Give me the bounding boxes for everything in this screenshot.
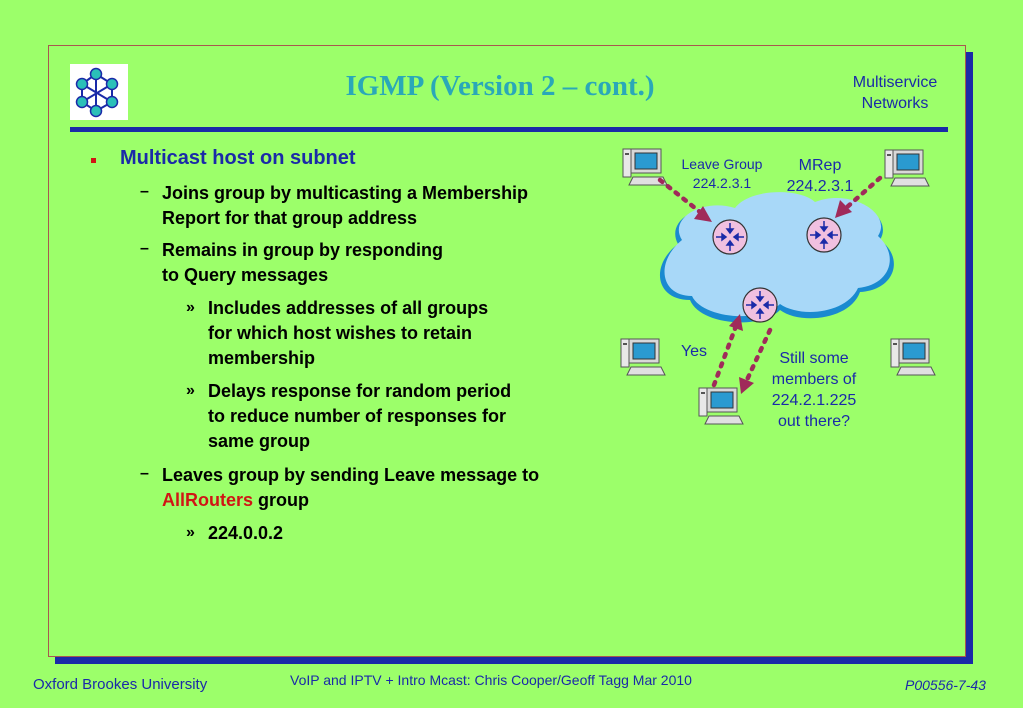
bullet-remains-line-1: Remains in group by responding xyxy=(162,240,444,260)
leave-group-label xyxy=(672,155,772,193)
bullet-leaves-line-1: Leaves group by sending Leave message to xyxy=(162,465,540,485)
raquo-marker: » xyxy=(186,524,195,541)
bullet-addr: 224.0.0.2 xyxy=(208,523,284,543)
bullet-leaves-line-2 xyxy=(162,488,309,513)
mrep-line-2: 224.2.3.1 xyxy=(786,178,854,195)
bullet-delays-line-3: same group xyxy=(208,431,311,451)
bullet-square-icon xyxy=(91,158,96,163)
dash-marker: – xyxy=(140,183,149,200)
bullet-remains-line-2: to Query messages xyxy=(162,265,329,285)
computer-icon xyxy=(891,339,935,375)
dash-marker: – xyxy=(140,465,149,482)
leaves-group-word: group xyxy=(253,490,310,510)
brand-label xyxy=(835,72,955,114)
bullet-delays-line-2: to reduce number of responses for xyxy=(208,406,507,426)
leave-group-line-1: Leave Group xyxy=(681,156,763,172)
page-title: IGMP (Version 2 – cont.) xyxy=(345,70,655,102)
bullet-includes-line-2: for which host wishes to retain xyxy=(208,323,473,343)
footer-center: VoIP and IPTV + Intro Mcast: Chris Cooper/Geoff Tagg Mar 2010 xyxy=(290,672,692,688)
bullet-delays-line-1: Delays response for random period xyxy=(208,381,512,401)
router-icon xyxy=(743,288,777,322)
computer-icon xyxy=(699,388,743,424)
header-rule xyxy=(70,127,948,132)
raquo-marker: » xyxy=(186,299,195,316)
bullet-includes-line-1: Includes addresses of all groups xyxy=(208,298,489,318)
still-line-3: 224.2.1.225 xyxy=(771,392,857,409)
raquo-marker: » xyxy=(186,382,195,399)
brand-line-2: Networks xyxy=(861,95,929,112)
still-line-2: members of xyxy=(771,371,857,388)
network-logo-icon xyxy=(70,64,128,120)
router-icon xyxy=(807,218,841,252)
bullet-l1-text: Multicast host on subnet xyxy=(120,147,356,169)
yes-label: Yes xyxy=(680,343,708,360)
computer-icon xyxy=(885,150,929,186)
bullet-joins-line-2: Report for that group address xyxy=(162,208,418,228)
dash-marker: – xyxy=(140,240,149,257)
bullet-includes-line-3: membership xyxy=(208,348,316,368)
leave-group-line-2: 224.2.3.1 xyxy=(692,175,752,191)
bullet-joins-line-1: Joins group by multicasting a Membership xyxy=(162,183,529,203)
footer-right: P00556-7-43 xyxy=(905,677,986,693)
still-line-4: out there? xyxy=(777,413,851,430)
still-members-label xyxy=(759,348,869,432)
footer-left: Oxford Brookes University xyxy=(33,676,208,693)
computer-icon xyxy=(621,339,665,375)
still-line-1: Still some xyxy=(779,350,849,367)
mrep-label xyxy=(775,155,865,197)
router-icon xyxy=(713,220,747,254)
allrouters-highlight: AllRouters xyxy=(162,490,254,510)
brand-line-1: Multiservice xyxy=(852,74,938,91)
mrep-line-1: MRep xyxy=(798,157,842,174)
